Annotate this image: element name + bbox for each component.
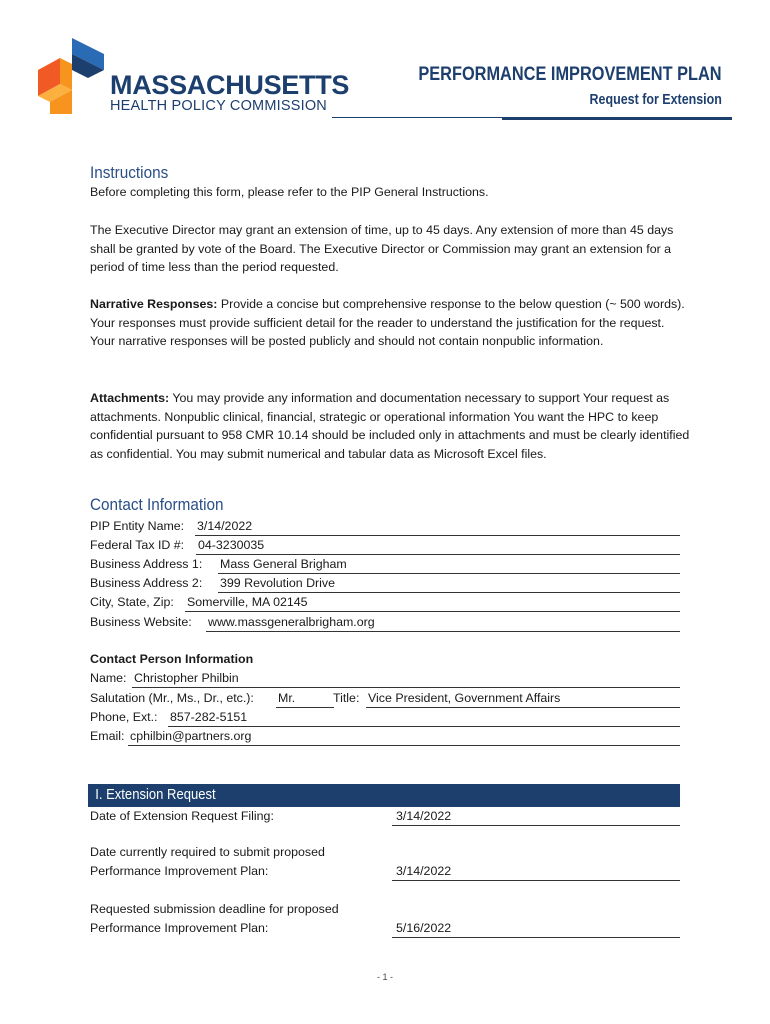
attachments-paragraph <box>90 389 690 463</box>
tax-id-field[interactable]: 04-3230035 <box>196 536 680 555</box>
salutation-title-row <box>90 689 680 708</box>
email-field[interactable]: cphilbin@partners.org <box>128 727 680 746</box>
hpc-logo-icon <box>38 38 106 114</box>
website-field[interactable]: www.massgeneralbrigham.org <box>206 613 680 632</box>
filing-date-label: Date of Extension Request Filing: <box>90 809 274 823</box>
title-label: Title: <box>333 691 360 705</box>
address-1-field[interactable]: Mass General Brigham <box>218 555 680 574</box>
address-2-row <box>90 574 680 593</box>
title-field[interactable]: Vice President, Government Affairs <box>366 689 680 708</box>
contact-person-heading: Contact Person Information <box>90 652 254 666</box>
narrative-text: Provide a concise but comprehensive response to the below question (~ 500 words). Your responses must provide sufficient detail for the reader to understand the justification for the request. Your narrative responses will be posted publicly and should not contain nonpublic information. <box>90 297 685 349</box>
extension-request-heading: I. Extension Request <box>95 787 216 803</box>
filing-date-field[interactable]: 3/14/2022 <box>392 807 680 826</box>
current-deadline-field[interactable]: 3/14/2022 <box>392 862 680 881</box>
address-2-label: Business Address 2: <box>90 576 203 590</box>
address-2-field[interactable]: 399 Revolution Drive <box>218 574 680 593</box>
requested-deadline-label: Requested submission deadline for proposed Performance Improvement Plan: <box>90 902 339 935</box>
attachments-text: You may provide any information and documentation necessary to support Your request as attachments. Nonpublic clinical, financial, strategic or operational information You want the HPC to keep confidential pursuant to 958 CMR 10.14 should be included only in attachments and must be clearly identified as confidential. You may submit numerical and tabular data as Microsoft Excel files. <box>90 391 690 461</box>
document-title: PERFORMANCE IMPROVEMENT PLAN <box>418 64 722 85</box>
narrative-responses-paragraph <box>90 295 690 351</box>
org-subtitle: HEALTH POLICY COMMISSION <box>110 98 327 114</box>
narrative-label: Narrative Responses: <box>90 297 218 311</box>
phone-row <box>90 708 680 727</box>
requested-deadline-field[interactable]: 5/16/2022 <box>392 919 680 938</box>
current-deadline-label: Date currently required to submit proposed Performance Improvement Plan: <box>90 845 325 878</box>
page-number: - 1 - <box>376 972 393 982</box>
document-subtitle: Request for Extension <box>589 92 722 108</box>
address-1-row <box>90 555 680 574</box>
org-name: MASSACHUSETTS <box>110 70 350 100</box>
email-row <box>90 727 680 746</box>
tax-id-label: Federal Tax ID #: <box>90 538 185 552</box>
entity-name-row <box>90 517 680 536</box>
email-label: Email: <box>90 729 125 743</box>
instructions-heading: Instructions <box>90 163 169 182</box>
tax-id-row <box>90 536 680 555</box>
website-label: Business Website: <box>90 615 192 629</box>
entity-name-label: PIP Entity Name: <box>90 519 185 533</box>
city-state-zip-field[interactable]: Somerville, MA 02145 <box>185 593 680 612</box>
extension-request-header <box>88 784 680 807</box>
phone-label: Phone, Ext.: <box>90 710 158 724</box>
person-name-row <box>90 669 680 688</box>
attachments-label: Attachments: <box>90 391 170 405</box>
city-state-zip-row <box>90 593 680 612</box>
website-row <box>90 613 680 632</box>
header-rule-accent <box>502 117 732 120</box>
person-name-field[interactable]: Christopher Philbin <box>132 669 680 688</box>
contact-heading: Contact Information <box>90 495 224 514</box>
city-state-zip-label: City, State, Zip: <box>90 595 174 609</box>
entity-name-field[interactable]: 3/14/2022 <box>195 517 680 536</box>
person-name-label: Name: <box>90 671 127 685</box>
instructions-paragraph-1: Before completing this form, please refer to the PIP General Instructions. <box>90 185 489 199</box>
phone-field[interactable]: 857-282-5151 <box>168 708 680 727</box>
salutation-field[interactable]: Mr. <box>276 689 334 708</box>
salutation-label: Salutation (Mr., Ms., Dr., etc.): <box>90 691 254 705</box>
address-1-label: Business Address 1: <box>90 557 203 571</box>
instructions-paragraph-2: The Executive Director may grant an extension of time, up to 45 days. Any extension of more than 45 days shall be granted by vote of the Board. The Executive Director or Commission may grant an extension for a period of time less than the period requested. <box>90 223 674 275</box>
